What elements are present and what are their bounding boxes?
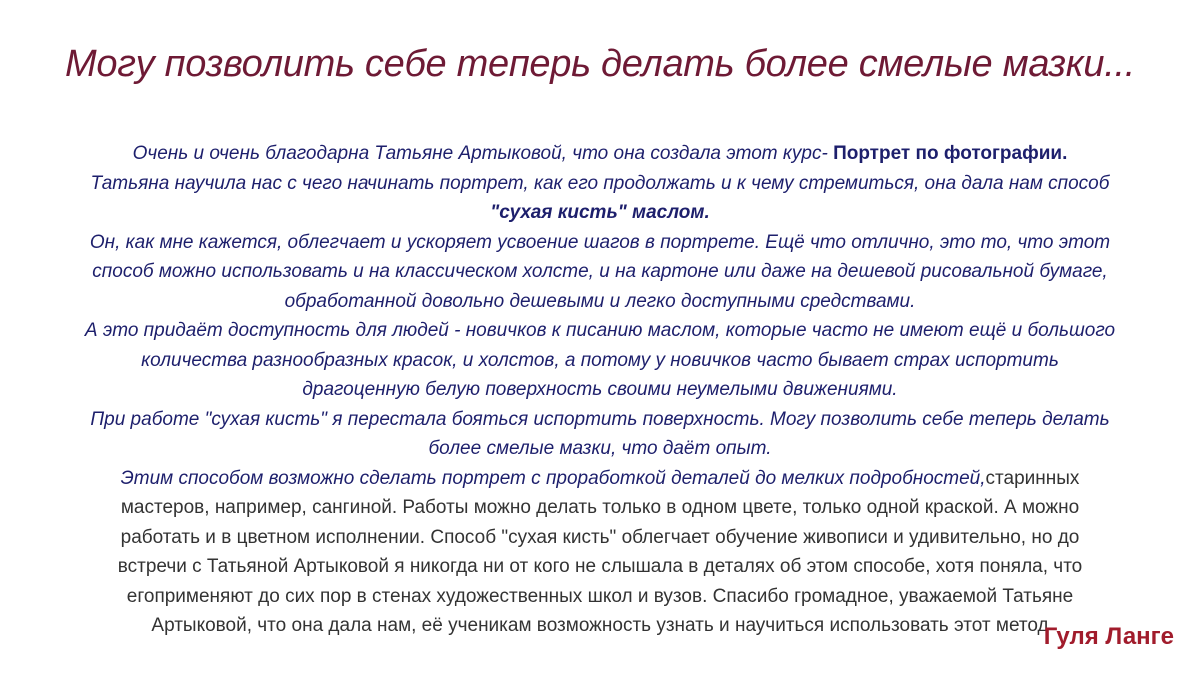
mixed-text-italic: Этим способом возможно сделать портрет с проработкой деталей до мелких подробностей,	[120, 467, 986, 489]
text-line: А это придаёт доступность для людей - новичков к писанию маслом, которые часто не имеют ещё и большого	[84, 320, 1116, 341]
text-line: обработанной довольно дешевыми и легко доступными средствами.	[284, 290, 916, 312]
method-name: "сухая кисть" маслом.	[490, 202, 710, 223]
text-line	[20, 464, 1180, 494]
text-line: встречи с Татьяной Артыковой я никогда ни от кого не слышала в деталях об этом способе, хотя поняла, что	[117, 556, 1083, 577]
testimonial-body	[20, 139, 1180, 641]
course-name: Портрет по фотографии.	[833, 143, 1068, 164]
author-signature: Гуля Ланге	[1043, 623, 1174, 650]
text-line: Он, как мне кажется, облегчает и ускоряет усвоение шагов в портрете. Ещё что отлично, это то, что этот	[89, 231, 1111, 253]
page-title: Могу позволить себе теперь делать более смелые мазки...	[65, 43, 1135, 85]
text-line: количества разнообразных красок, и холстов, а потому у новичков часто бывает страх испортить	[141, 349, 1059, 371]
text-line: При работе "сухая кисть" я перестала бояться испортить поверхность. Могу позволить себе теперь делать	[90, 408, 1110, 430]
text-line: драгоценную белую поверхность своими неумелыми движениями.	[302, 379, 898, 400]
mixed-text-plain: старинных	[985, 467, 1080, 489]
intro-text: Очень и очень благодарна Татьяне Артыковой, что она создала этот курс-	[132, 143, 834, 164]
text-line	[20, 139, 1180, 169]
text-line: егоприменяют до сих пор в стенах художественных школ и вузов. Спасибо громадное, уважаемой Татьяне	[126, 585, 1074, 607]
text-line: Артыковой, что она дала нам, её ученикам возможность узнать и научиться использовать этот метод	[151, 615, 1049, 636]
text-line: более смелые мазки, что даёт опыт.	[428, 438, 772, 459]
text-line: мастеров, например, сангиной. Работы можно делать только в одном цвете, только одной краской. А можно	[120, 497, 1080, 518]
text-line: работать и в цветном исполнении. Способ "сухая кисть" облегчает обучение живописи и удивительно, но до	[120, 526, 1080, 548]
text-line: Татьяна научила нас с чего начинать портрет, как его продолжать и к чему стремиться, она дала нам способ	[90, 172, 1110, 194]
text-line: способ можно использовать и на классическом холсте, и на картоне или даже на дешевой рисовальной бумаге,	[92, 261, 1108, 282]
